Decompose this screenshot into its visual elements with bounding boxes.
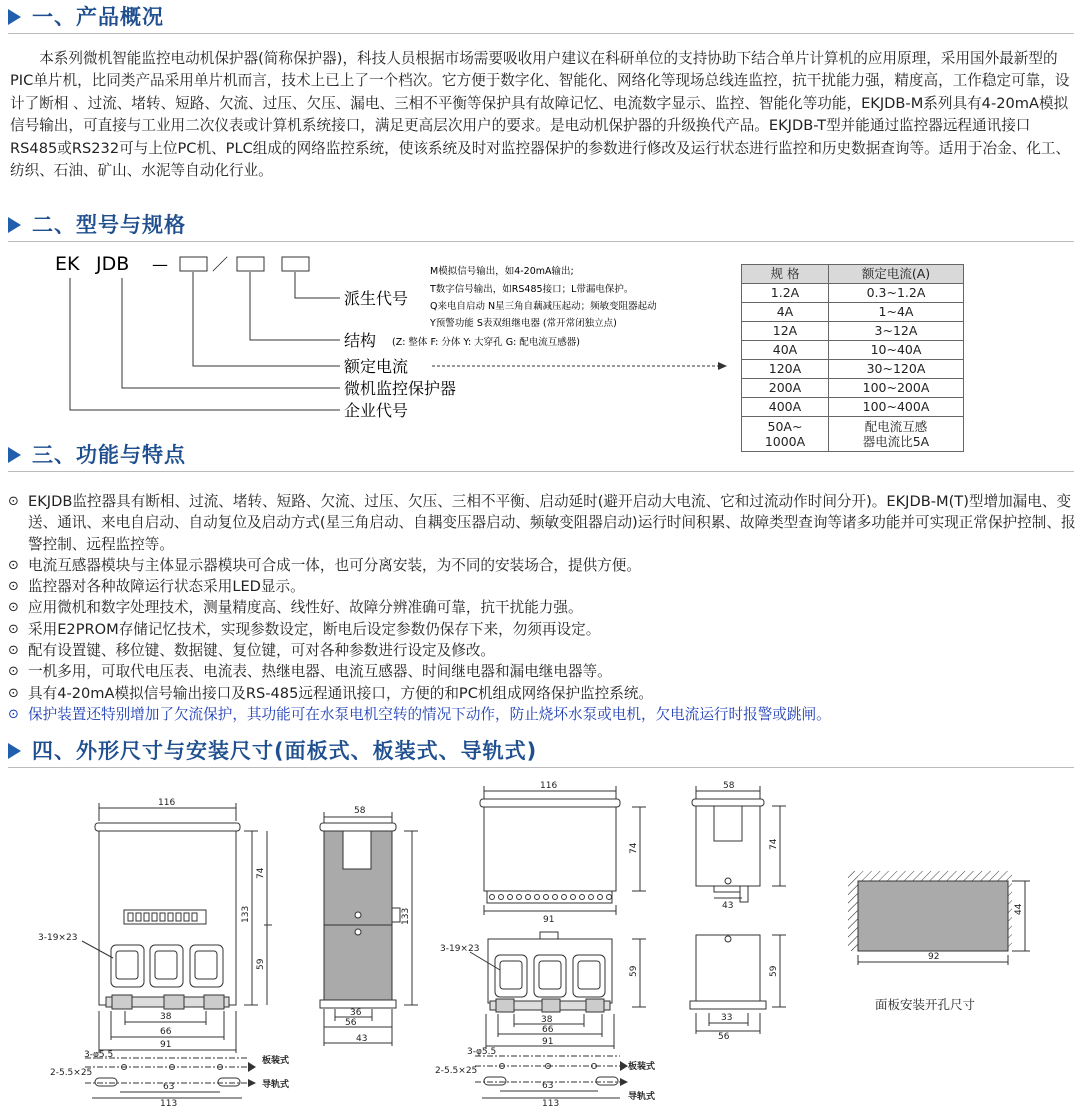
list-item: ⊙ 配有设置键、移位键、数据键、复位键，可对各种参数进行设定及修改。 xyxy=(8,640,1078,661)
dim-label: 3-19×23 xyxy=(440,944,480,954)
dim-label: 113 xyxy=(160,1099,178,1109)
section-title: 二、型号与规格 xyxy=(32,213,186,237)
label-rail-type: 导轨式 xyxy=(262,1080,290,1090)
table-cell: 10~40A xyxy=(829,341,964,360)
model-code-diagram xyxy=(0,248,740,438)
section-title: 一、产品概况 xyxy=(32,5,164,29)
model-dash: — xyxy=(152,255,168,274)
label-micro-protector: 微机监控保护器 xyxy=(344,379,457,398)
section-header-features xyxy=(8,440,1074,470)
table-cell: 400A xyxy=(742,398,829,417)
table-row xyxy=(742,341,964,360)
table-row xyxy=(742,379,964,398)
triangle-bullet-icon xyxy=(8,743,21,759)
dim-label: 58 xyxy=(723,781,735,791)
table-header: 规 格 xyxy=(742,265,829,284)
list-item: ⊙ 一机多用，可取代电压表、电流表、热继电器、电流互感器、时间继电器和漏电继电器等。 xyxy=(8,661,1078,682)
panel-cutout-caption: 面板安装开孔尺寸 xyxy=(875,997,976,1012)
drawing-panel-cutout xyxy=(848,871,1030,1012)
table-cell: 30~120A xyxy=(829,360,964,379)
model-diagram-svg xyxy=(0,248,740,438)
dim-label: 59 xyxy=(629,965,639,977)
dim-label: 91 xyxy=(543,915,555,925)
section-title: 三、功能与特点 xyxy=(32,443,186,467)
dim-label: 116 xyxy=(158,798,176,808)
section-header-model xyxy=(8,210,1074,240)
label-derive-code: 派生代号 xyxy=(344,289,409,308)
drawing-side-2 xyxy=(690,781,786,1042)
triangle-bullet-icon xyxy=(8,447,21,463)
list-item: ⊙ EKJDB监控器具有断相、过流、堵转、短路、欠流、过压、欠压、三相不平衡、启动延时(避开启动大电流、它和过流动作时间分开)。EKJDB-M(T)型增加漏电、变送、通讯、来电自启动、自动复位及启动方式(星三角启动、自耦变压器启动、频敏变阻器启动)运行时间积累、故障类型查询等诸多功能并可实现正常保护控制、报警控制、远程监控等。 xyxy=(8,491,1078,555)
dim-label: 43 xyxy=(356,1034,368,1044)
table-cell: 200A xyxy=(742,379,829,398)
drawing-side-1 xyxy=(320,806,418,1046)
dim-label: 38 xyxy=(541,1015,553,1025)
cell-line: 配电流互感 xyxy=(864,419,928,434)
table-row xyxy=(742,360,964,379)
section-header-overview xyxy=(8,2,1074,32)
model-box-2 xyxy=(237,257,264,271)
model-note: Y预警功能 S表双组继电器 (常开常闭独立点) xyxy=(430,318,617,329)
dim-label: 44 xyxy=(1014,903,1024,915)
arrow-icon xyxy=(718,362,727,370)
dimension-drawings-svg xyxy=(0,775,1082,1116)
drawing-mount-2 xyxy=(435,1047,655,1109)
dim-label: 3-φ5.5 xyxy=(84,1050,114,1060)
section-title: 四、外形尺寸与安装尺寸(面板式、板装式、导轨式) xyxy=(32,739,538,763)
table-row xyxy=(742,322,964,341)
table-row xyxy=(742,284,964,303)
table-cell: 4A xyxy=(742,303,829,322)
table-cell: 40A xyxy=(742,341,829,360)
dim-label: 74 xyxy=(256,867,266,879)
table-cell: 100~400A xyxy=(829,398,964,417)
model-jdb: JDB xyxy=(96,253,130,275)
model-box-3 xyxy=(282,257,309,271)
dim-label: 133 xyxy=(241,905,251,923)
dim-label: 63 xyxy=(542,1081,554,1091)
divider xyxy=(8,33,1074,34)
cell-line: 1000A xyxy=(764,434,806,449)
list-item-highlight: ⊙ 保护装置还特别增加了欠流保护，其功能可在水泵电机空转的情况下动作，防止烧坏水泵或电机，欠电流运行时报警或跳闸。 xyxy=(8,704,1078,725)
dim-label: 91 xyxy=(542,1037,554,1047)
drawing-mount-1 xyxy=(50,1050,289,1109)
dim-label: 92 xyxy=(928,952,940,962)
dim-label: 63 xyxy=(163,1082,175,1092)
cell-line: 50A~ xyxy=(767,419,803,434)
dim-label: 2-5.5×25 xyxy=(435,1066,478,1076)
label-rated-current: 额定电流 xyxy=(344,357,409,376)
dim-label: 56 xyxy=(718,1032,730,1042)
divider xyxy=(8,471,1074,472)
label-rail-type: 导轨式 xyxy=(628,1092,656,1102)
dim-label: 36 xyxy=(350,1008,362,1018)
drawing-front-1 xyxy=(38,798,272,1053)
model-note: T数字信号输出，如RS485接口；L带漏电保护。 xyxy=(430,284,634,295)
label-board-type: 板装式 xyxy=(262,1056,290,1066)
triangle-bullet-icon xyxy=(8,9,21,25)
label-structure: 结构 xyxy=(344,331,377,350)
dim-label: 43 xyxy=(722,901,734,911)
drawing-front-2 xyxy=(480,781,646,925)
dim-label: 116 xyxy=(540,781,558,791)
dim-label: 74 xyxy=(769,838,779,850)
spec-table xyxy=(741,264,964,452)
table-cell: 3~12A xyxy=(829,322,964,341)
dim-label: 113 xyxy=(542,1099,560,1109)
table-row xyxy=(742,398,964,417)
dim-label: 59 xyxy=(769,965,779,977)
table-header-row xyxy=(742,265,964,284)
table-cell: 1.2A xyxy=(742,284,829,303)
model-ek: EK xyxy=(55,253,80,275)
cell-line: 器电流比5A xyxy=(862,434,930,449)
dim-label: 66 xyxy=(542,1025,554,1035)
model-slash: ／ xyxy=(212,255,229,274)
label-structure-note: (Z: 整体 F: 分体 Y: 大穿孔 G: 配电流互感器) xyxy=(392,337,580,348)
list-item: ⊙ 监控器对各种故障运行状态采用LED显示。 xyxy=(8,576,1078,597)
feature-list xyxy=(8,491,1078,725)
list-item: ⊙ 应用微机和数字处理技术，测量精度高、线性好、故障分辨准确可靠，抗干扰能力强。 xyxy=(8,597,1078,618)
table-cell: 1~4A xyxy=(829,303,964,322)
table-cell: 0.3~1.2A xyxy=(829,284,964,303)
dim-label: 33 xyxy=(721,1013,733,1023)
model-box-1 xyxy=(180,257,207,271)
dim-label: 66 xyxy=(160,1027,172,1037)
dim-label: 38 xyxy=(160,1012,172,1022)
table-cell: 12A xyxy=(742,322,829,341)
label-company-code: 企业代号 xyxy=(344,401,409,420)
triangle-bullet-icon xyxy=(8,217,21,233)
dimension-drawings xyxy=(0,775,1082,1116)
divider xyxy=(8,241,1074,242)
drawing-ct-module xyxy=(440,932,646,1049)
dim-label: 59 xyxy=(256,958,266,970)
table-header: 额定电流(A) xyxy=(829,265,964,284)
dim-label: 56 xyxy=(345,1018,357,1028)
intro-paragraph: 本系列微机智能监控电动机保护器(简称保护器)，科技人员根据市场需要吸收用户建议在科研单位的支持协助下结合单片计算机的应用原理，采用国外最新型的PIC单片机，比同类产品采用单片机而言，技术上已上了一个档次。它方便于数字化、智能化、网络化等现场总线连监控，抗干扰能力强，精度高，工作稳定可靠，设计了断相 、过流、堵转、短路、欠流、过压、欠压、漏电、三相不平衡等保护具有故障记忆、电流数字显示、监控、智能化等功能，EKJDB-M系列具有4-20mA模拟信号输出，可直接与工业用二次仪表或计算机系统接口，满足更高层次用户的要求。是电动机保护器的升级换代产品。EKJDB-T型并能通过监控器远程通讯接口RS485或RS232可与上位PC机、PLC组成的网络监控系统，使该系统及时对监控器保护的参数进行修改及运行状态进行监控和历史数据查询等。适用于冶金、化工、纺织、石油、矿山、水泥等自动化行业。 xyxy=(10,50,1071,180)
divider xyxy=(8,767,1074,768)
model-note: Q来电自启动 N星三角自藕减压起动；频敏变阻器起动 xyxy=(430,301,657,312)
dim-label: 3-19×23 xyxy=(38,933,78,943)
list-item: ⊙ 电流互感器模块与主体显示器模块可合成一体，也可分离安装，为不同的安装场合，提供方便。 xyxy=(8,555,1078,576)
label-board-type: 板装式 xyxy=(628,1062,656,1072)
table-cell: 100~200A xyxy=(829,379,964,398)
table-row xyxy=(742,303,964,322)
dim-label: 2-5.5×25 xyxy=(50,1068,93,1078)
dim-label: 133 xyxy=(401,907,411,925)
dim-label: 91 xyxy=(160,1040,172,1050)
section-header-dimensions xyxy=(8,736,1074,766)
list-item: ⊙ 具有4-20mA模拟信号输出接口及RS-485远程通讯接口，方便的和PC机组成网络保护监控系统。 xyxy=(8,683,1078,704)
list-item: ⊙ 采用E2PROM存储记忆技术，实现参数设定，断电后设定参数仍保存下来，勿须再设定。 xyxy=(8,619,1078,640)
dim-label: 3-φ5.5 xyxy=(467,1047,497,1057)
table-cell: 120A xyxy=(742,360,829,379)
dim-label: 74 xyxy=(629,842,639,854)
dim-label: 58 xyxy=(354,806,366,816)
model-note: M模拟信号输出，如4-20mA输出; xyxy=(430,266,574,277)
